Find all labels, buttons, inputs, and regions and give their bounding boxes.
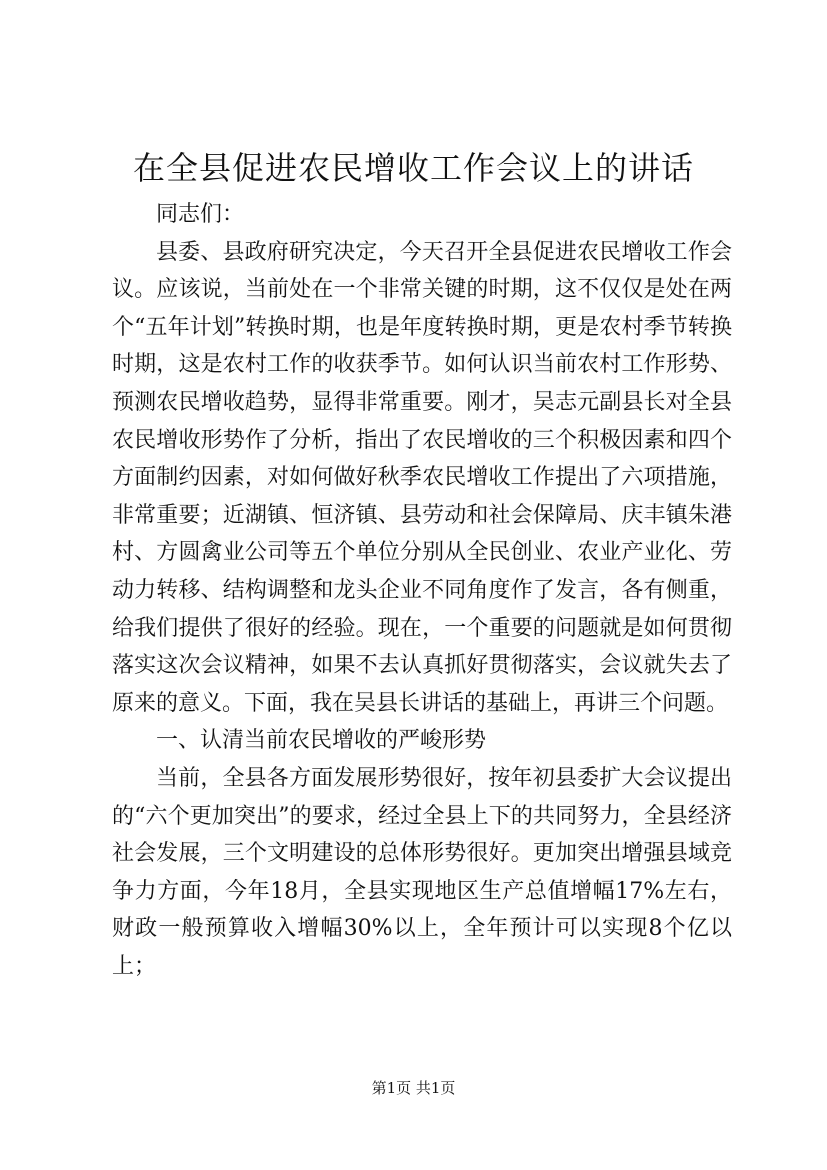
document-body bbox=[112, 196, 732, 985]
page-number-footer: 第1页 共1页 bbox=[371, 1079, 456, 1097]
section-heading: 一、认清当前农民增收的严峻形势 bbox=[156, 728, 487, 754]
document-title: 在全县促进农民增收工作会议上的讲话 bbox=[132, 149, 694, 187]
salutation: 同志们： bbox=[156, 202, 245, 227]
body-paragraph: 当前，全县各方面发展形势很好，按年初县委扩大会议提出的“六个更加突出”的要求，经过全县上下的共同努力，全县经济社会发展，三个文明建设的总体形势很好。更加突出增强县域竞争力方面，今年18月，全县实现地区生产总值增幅17%左右，财政一般预算收入增幅30%以上，全年预计可以实现8个亿以上； bbox=[112, 765, 732, 979]
body-paragraph: 县委、县政府研究决定，今天召开全县促进农民增收工作会议。应该说，当前处在一个非常关键的时期，这不仅仅是处在两个“五年计划”转换时期，也是年度转换时期，更是农村季节转换时期，这是农村工作的收获季节。如何认识当前农村工作形势、预测农民增收趋势，显得非常重要。刚才，吴志元副县长对全县农民增收形势作了分析，指出了农民增收的三个积极因素和四个方面制约因素，对如何做好秋季农民增收工作提出了六项措施，非常重要；近湖镇、恒济镇、县劳动和社会保障局、庆丰镇朱港村、方圆禽业公司等五个单位分别从全民创业、农业产业化、劳动力转移、结构调整和龙头企业不同角度作了发言，各有侧重，给我们提供了很好的经验。现在，一个重要的问题就是如何贯彻落实这次会议精神，如果不去认真抓好贯彻落实，会议就失去了原来的意义。下面，我在吴县长讲话的基础上，再讲三个问题。 bbox=[112, 239, 732, 716]
